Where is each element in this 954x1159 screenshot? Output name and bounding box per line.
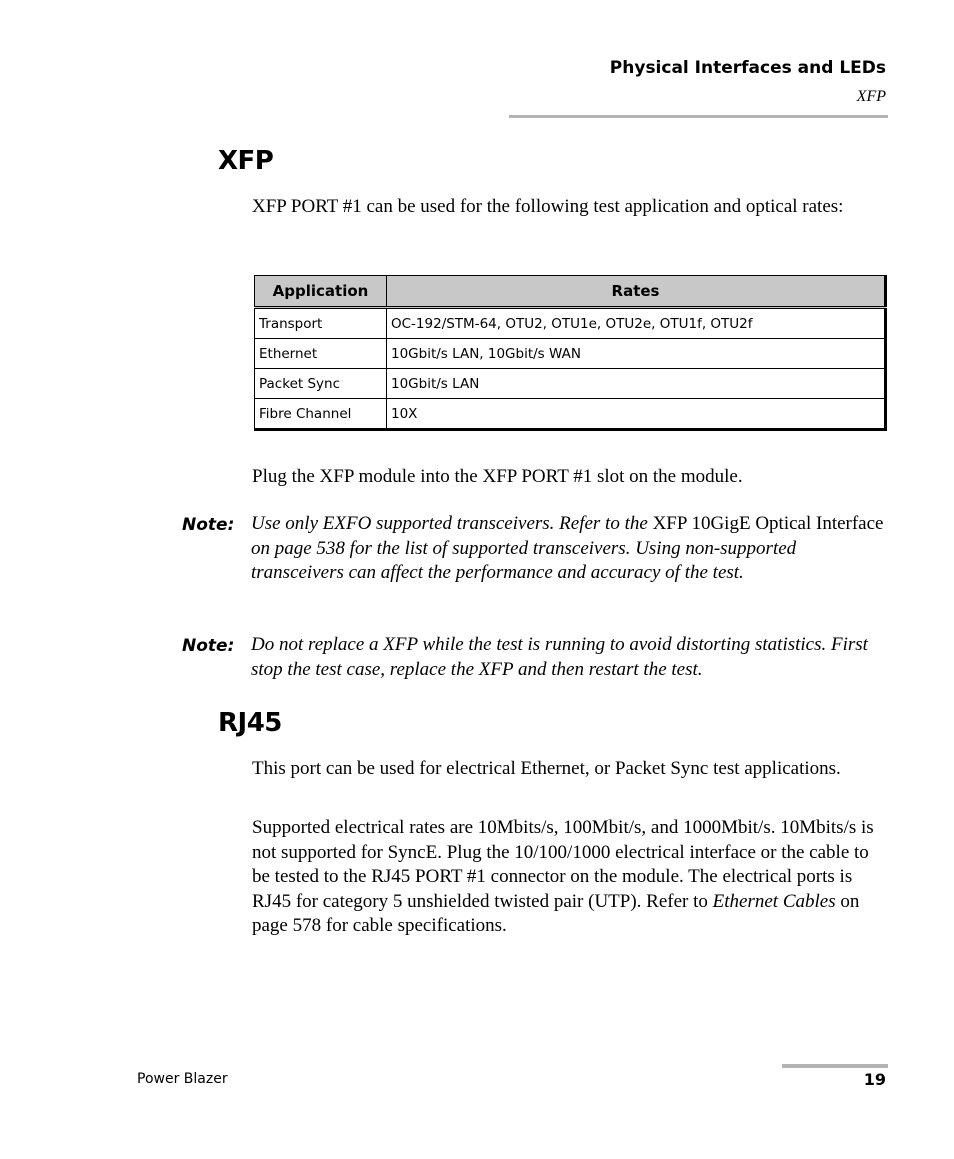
table-cell-rates: 10Gbit/s LAN xyxy=(387,369,886,399)
table-row xyxy=(255,339,886,369)
note-label: Note: xyxy=(182,636,235,656)
paragraph-text-part: on page 578 for cable specifications. xyxy=(252,890,860,936)
table-cell-rates: 10X xyxy=(387,399,886,430)
table-cell-application: Packet Sync xyxy=(255,369,387,399)
rj45-intro-paragraph: This port can be used for electrical Ethernet, or Packet Sync test applications. xyxy=(252,758,841,779)
table-cell-application: Fibre Channel xyxy=(255,399,387,430)
table-cell-application: Ethernet xyxy=(255,339,387,369)
running-header-subtitle: XFP xyxy=(856,88,886,105)
table-row xyxy=(255,399,886,430)
note-text-part: Use only EXFO supported transceivers. Refer to the xyxy=(251,513,653,534)
paragraph-text-part: Supported electrical rates are 10Mbits/s, 100Mbit/s, and 1000Mbit/s. 10Mbits/s is not supported for SyncE. Plug the 10/100/1000 electrical interface or the cable to be tested to the RJ45 PORT #1 connector on the module. The electrical ports is RJ45 for category 5 unshielded twisted pair (UTP). Refer to xyxy=(252,817,874,912)
xfp-intro-paragraph: XFP PORT #1 can be used for the following test application and optical rates: xyxy=(252,196,844,217)
note-text-part: on page 538 for the list of supported transceivers. Using non-supported transceivers can affect the performance and accuracy of the test. xyxy=(251,537,797,583)
table-cell-application: Transport xyxy=(255,308,387,339)
rj45-rates-paragraph xyxy=(252,816,882,939)
cross-reference-link[interactable]: XFP 10GigE Optical Interface xyxy=(652,513,884,534)
section-heading-xfp: XFP xyxy=(218,146,274,176)
table-cell-rates: OC-192/STM-64, OTU2, OTU1e, OTU2e, OTU1f, OTU2f xyxy=(387,308,886,339)
running-header-title: Physical Interfaces and LEDs xyxy=(609,58,886,78)
rates-table xyxy=(254,275,887,431)
page-number: 19 xyxy=(863,1070,886,1089)
column-header-application: Application xyxy=(255,276,387,308)
note-label: Note: xyxy=(182,515,235,535)
table-row xyxy=(255,308,886,339)
table-header-row xyxy=(255,276,886,308)
section-heading-rj45: RJ45 xyxy=(218,708,282,738)
column-header-rates: Rates xyxy=(387,276,886,308)
note-text-replace-xfp: Do not replace a XFP while the test is running to avoid distorting statistics. First stop the test case, replace the XFP and then restart the test. xyxy=(251,634,868,680)
plug-xfp-paragraph: Plug the XFP module into the XFP PORT #1 slot on the module. xyxy=(252,466,743,487)
table-cell-rates: 10Gbit/s LAN, 10Gbit/s WAN xyxy=(387,339,886,369)
footer-rule xyxy=(782,1064,888,1068)
note-text-supported-transceivers xyxy=(251,512,891,586)
table-row xyxy=(255,369,886,399)
cross-reference-link[interactable]: Ethernet Cables xyxy=(712,890,836,912)
footer-product-name: Power Blazer xyxy=(137,1071,228,1087)
header-rule xyxy=(509,115,888,118)
